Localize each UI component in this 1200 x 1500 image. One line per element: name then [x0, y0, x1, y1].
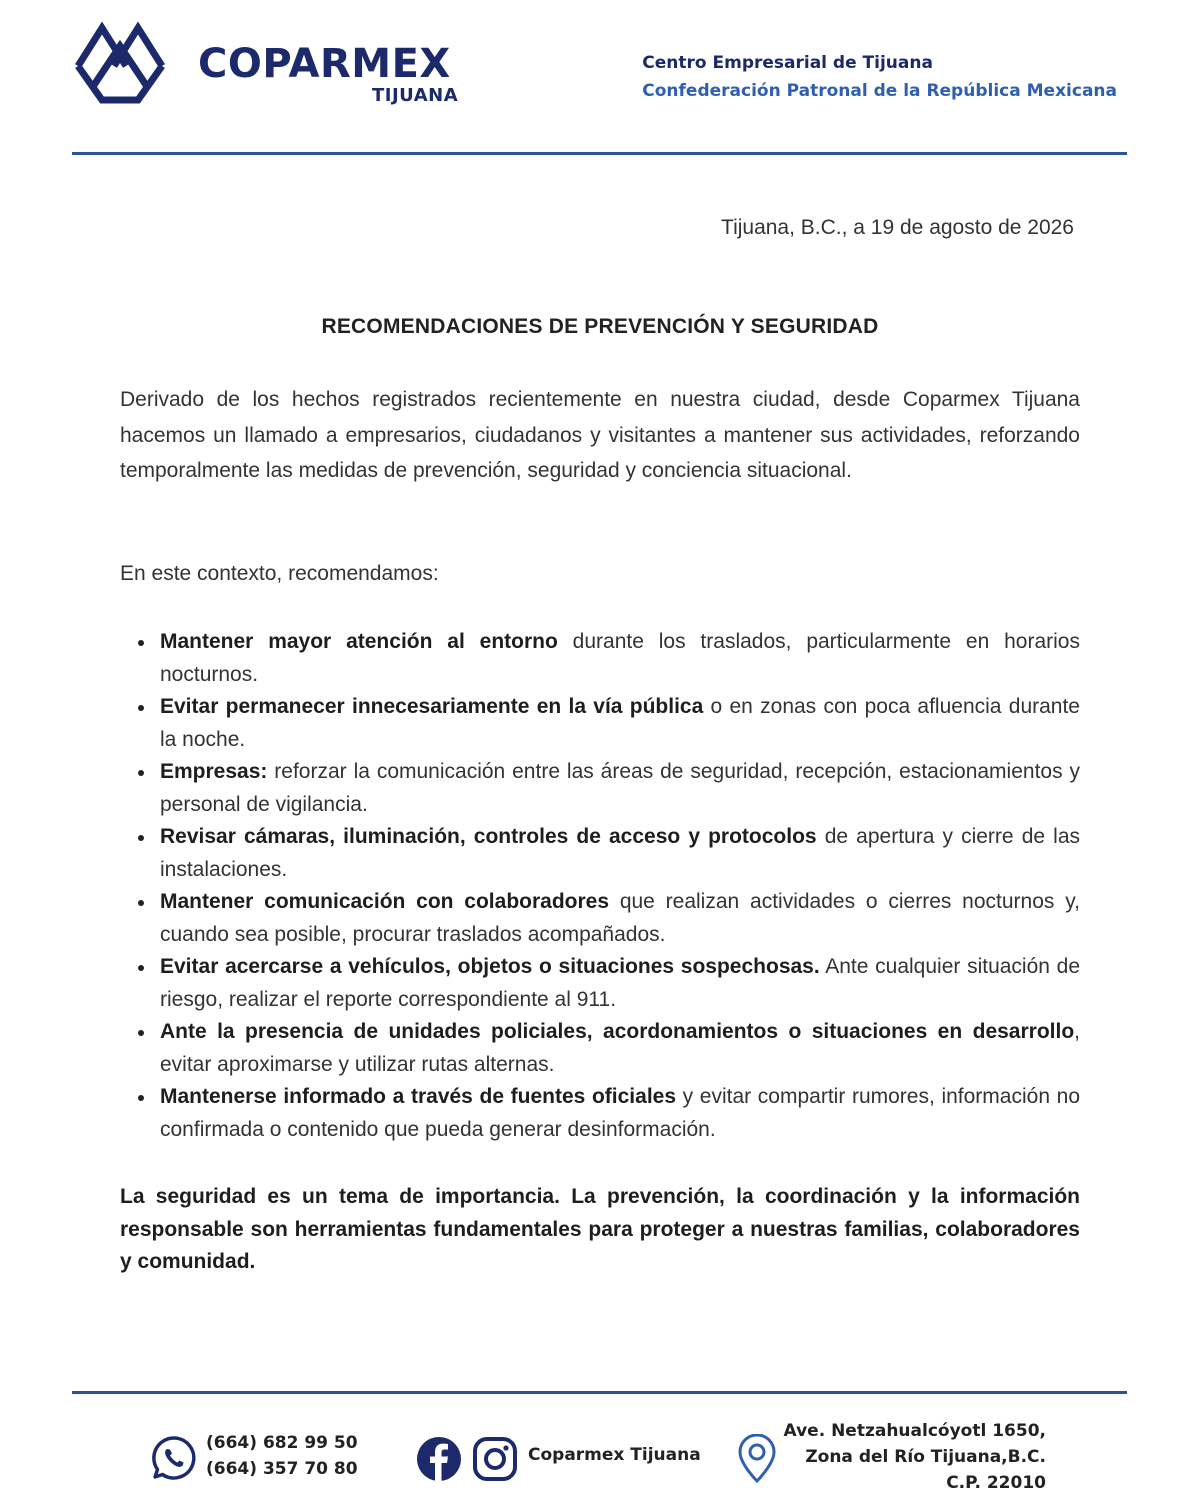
rec-bold: Ante la presencia de unidades policiales, acordonamientos o situaciones en desarrollo — [160, 1020, 1075, 1043]
facebook-icon[interactable] — [416, 1436, 462, 1482]
list-item — [120, 1016, 1080, 1081]
footer — [0, 1400, 1200, 1500]
rec-bold: Empresas: — [160, 760, 268, 783]
org-name: Centro Empresarial de Tijuana — [642, 53, 933, 73]
intro-paragraph: Derivado de los hechos registrados recientemente en nuestra ciudad, desde Coparmex Tijuana hacemos un llamado a empresarios, ciudadanos y visitantes a mantener sus actividades, reforzando temporalmente las medidas de prevención, seguridad y conciencia situacional. — [120, 388, 1080, 482]
rec-text: durante los traslados, particularmente en horarios nocturnos. — [160, 630, 1080, 686]
whatsapp-icon[interactable] — [150, 1434, 198, 1482]
closing-paragraph: La seguridad es un tema de importancia. La prevención, la coordinación y la información responsable son herramientas fundamentales para proteger a nuestras familias, colaboradores y comunidad. — [120, 1185, 1080, 1273]
rec-text: , evitar aproximarse y utilizar rutas alternas. — [160, 1020, 1080, 1076]
logo-city: TIJUANA — [372, 85, 459, 106]
list-item — [120, 691, 1080, 756]
rec-text: que realizan actividades o cierres nocturnos y, cuando sea posible, procurar traslados acompañados. — [160, 890, 1080, 946]
social-handle[interactable]: Coparmex Tijuana — [528, 1445, 701, 1465]
rec-bold: Mantener comunicación con colaboradores — [160, 890, 610, 913]
instagram-icon[interactable] — [472, 1436, 518, 1482]
rec-text: Ante cualquier situación de riesgo, realizar el reporte correspondiente al 911. — [160, 955, 1081, 1011]
list-item — [120, 821, 1080, 886]
header-divider — [72, 152, 1127, 155]
org-confederation: Confederación Patronal de la República Mexicana — [642, 81, 1117, 101]
list-item — [120, 951, 1080, 1016]
list-item — [120, 626, 1080, 691]
address-street: Ave. Netzahualcóyotl 1650, — [783, 1421, 1046, 1441]
phone-2[interactable]: (664) 357 70 80 — [206, 1459, 358, 1479]
address-zone: Zona del Río Tijuana,B.C. — [805, 1447, 1046, 1467]
list-item — [120, 886, 1080, 951]
address-postal-code: C.P. 22010 — [946, 1473, 1046, 1493]
rec-text: de apertura y cierre de las instalaciones. — [160, 825, 1080, 881]
letter-date: Tijuana, B.C., a 19 de agosto de 2026 — [721, 216, 1074, 239]
organization-info — [642, 49, 1117, 105]
coparmex-logo-icon — [72, 22, 168, 104]
letterhead — [0, 0, 1200, 160]
location-pin-icon — [736, 1434, 778, 1484]
letter-title: RECOMENDACIONES DE PREVENCIÓN Y SEGURIDAD — [321, 315, 879, 338]
footer-divider — [72, 1391, 1127, 1394]
list-item — [120, 756, 1080, 821]
phone-numbers — [206, 1430, 358, 1482]
rec-text: y evitar compartir rumores, información no confirmada o contenido que pueda generar desinformación. — [160, 1085, 1080, 1141]
address — [784, 1418, 1046, 1496]
rec-bold: Revisar cámaras, iluminación, controles de acceso y protocolos — [160, 825, 817, 848]
rec-bold: Mantenerse informado a través de fuentes oficiales — [160, 1085, 677, 1108]
list-item — [120, 1081, 1080, 1146]
rec-text: reforzar la comunicación entre las áreas de seguridad, recepción, estacionamientos y personal de vigilancia. — [160, 760, 1080, 816]
recommendation-list — [120, 626, 1080, 1146]
phone-1[interactable]: (664) 682 99 50 — [206, 1433, 358, 1453]
rec-bold: Evitar acercarse a vehículos, objetos o situaciones sospechosas. — [160, 955, 820, 978]
logo-wordmark: COPARMEX — [198, 41, 451, 87]
rec-text: o en zonas con poca afluencia durante la noche. — [160, 695, 1080, 751]
lead-paragraph: En este contexto, recomendamos: — [120, 562, 439, 585]
rec-bold: Evitar permanecer innecesariamente en la vía pública — [160, 695, 704, 718]
rec-bold: Mantener mayor atención al entorno — [160, 630, 558, 653]
